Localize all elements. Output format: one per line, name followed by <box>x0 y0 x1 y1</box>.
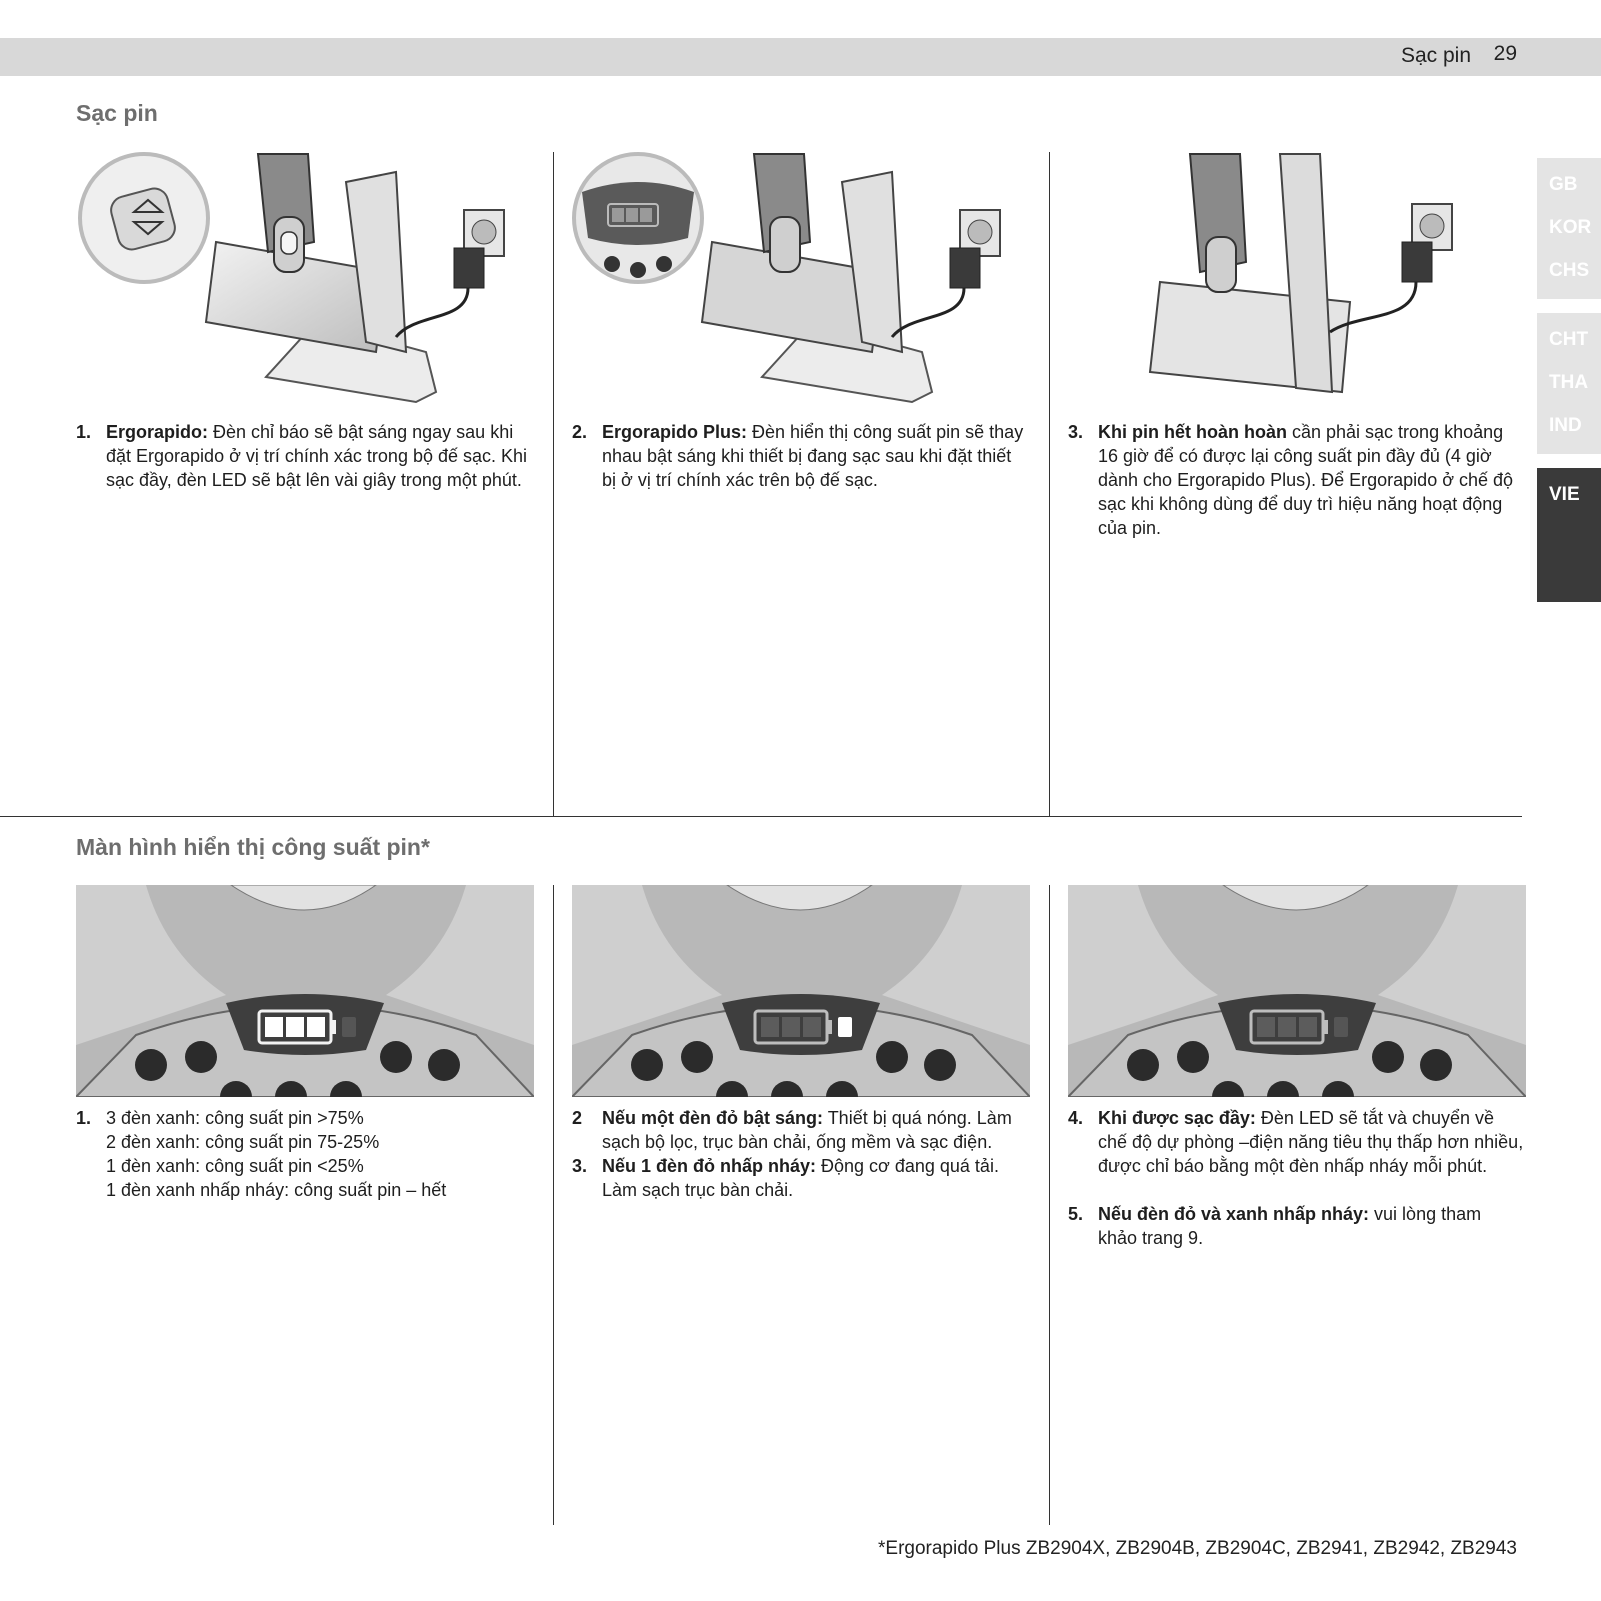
lang-group-1 <box>1537 158 1601 299</box>
step-heading: Nếu đèn đỏ và xanh nhấp nháy: <box>1098 1204 1370 1224</box>
section-divider <box>0 816 1522 817</box>
charging-step-3 <box>1068 420 1524 540</box>
lang-tab-kor[interactable]: KOR <box>1549 217 1592 238</box>
lang-group-2 <box>1537 313 1601 454</box>
lang-tab-chs[interactable]: CHS <box>1549 260 1590 281</box>
step-heading: Ergorapido: <box>106 422 208 442</box>
display-line: 1 đèn xanh: công suất pin <25% <box>106 1156 364 1176</box>
step-number: 3. <box>572 1156 588 1176</box>
step-text: Đèn chỉ báo sẽ bật sáng ngay sau khi đặt Ergorapido ở vị trí chính xác trong bộ đế sạc. Khi sạc đầy, đèn LED sẽ bật lên vài giây trong một phút. <box>106 422 528 490</box>
step-text: Đèn LED sẽ tắt và chuyển về chế độ dự phòng –điện năng tiêu thụ thấp hơn nhiều, được chỉ báo bằng một đèn nhấp nháy mỗi phút. <box>1098 1108 1524 1176</box>
illustration-charging-ergorapido <box>76 152 516 412</box>
display-step-1 <box>76 1106 536 1202</box>
lang-tab-gb[interactable]: GB <box>1549 174 1578 195</box>
step-number: 3. <box>1068 422 1084 442</box>
illustration-charging-ergorapido-plus <box>572 152 1012 412</box>
illustration-display-red-light <box>572 885 1030 1097</box>
illustration-display-off <box>1068 885 1526 1097</box>
step-heading: Khi pin hết hoàn hoàn <box>1098 422 1287 442</box>
step-text: Thiết bị quá nóng. Làm sạch bộ lọc, trục bàn chải, ống mềm và sạc điện. <box>602 1108 1012 1152</box>
step-heading: Ergorapido Plus: <box>602 422 748 442</box>
lang-tab-vie[interactable]: VIE <box>1549 484 1580 505</box>
lang-tab-cht[interactable]: CHT <box>1549 329 1589 350</box>
step-number: 4. <box>1068 1108 1084 1128</box>
display-line: 2 đèn xanh: công suất pin 75-25% <box>106 1132 380 1152</box>
step-number: 5. <box>1068 1204 1084 1224</box>
column-divider <box>1049 885 1050 1525</box>
display-steps-2-3 <box>572 1106 1032 1202</box>
column-divider <box>1049 152 1050 816</box>
header-title: Sạc pin <box>1400 44 1471 67</box>
display-steps-4-5 <box>1068 1106 1524 1250</box>
section-title-battery-display: Màn hình hiển thị công suất pin* <box>76 834 430 860</box>
step-number: 2 <box>572 1108 583 1128</box>
column-divider <box>553 152 554 816</box>
step-number: 1. <box>76 422 92 442</box>
illustration-display-three-lights <box>76 885 534 1097</box>
lang-tab-ind[interactable]: IND <box>1549 415 1582 436</box>
step-heading: Nếu một đèn đỏ bật sáng: <box>602 1108 824 1128</box>
column-divider <box>553 885 554 1525</box>
charging-step-1 <box>76 420 536 492</box>
step-heading: Nếu 1 đèn đỏ nhấp nháy: <box>602 1156 817 1176</box>
step-number: 2. <box>572 422 588 442</box>
charging-step-2 <box>572 420 1028 492</box>
header-bar <box>0 38 1601 76</box>
step-heading: Khi được sạc đầy: <box>1098 1108 1256 1128</box>
page-number: 29 <box>1493 42 1517 65</box>
step-text: Động cơ đang quá tải. Làm sạch trục bàn chải. <box>602 1156 999 1200</box>
lang-tab-tha[interactable]: THA <box>1549 372 1589 393</box>
step-text: Đèn hiển thị công suất pin sẽ thay nhau bật sáng khi thiết bị đang sạc sau khi đặt thiết bị ở vị trí chính xác trên bộ đế sạc. <box>602 422 1024 490</box>
lang-group-active <box>1537 468 1601 602</box>
section-title-charging: Sạc pin <box>76 100 158 126</box>
model-footnote: *Ergorapido Plus ZB2904X, ZB2904B, ZB2904C, ZB2941, ZB2942, ZB2943 <box>878 1538 1517 1559</box>
illustration-full-charge <box>1070 152 1510 412</box>
step-text: vui lòng tham khảo trang 9. <box>1098 1204 1482 1248</box>
display-line: 1 đèn xanh nhấp nháy: công suất pin – hết <box>106 1180 447 1200</box>
display-line: 3 đèn xanh: công suất pin >75% <box>106 1108 364 1128</box>
step-text: cần phải sạc trong khoảng 16 giờ để có được lại công suất pin đầy đủ (4 giờ dành cho Ergorapido Plus). Để Ergorapido ở chế độ sạc khi không dùng để duy trì hiệu năng hoạt động của pin. <box>1098 422 1514 538</box>
language-tabs <box>1537 158 1601 616</box>
step-number: 1. <box>76 1108 92 1128</box>
